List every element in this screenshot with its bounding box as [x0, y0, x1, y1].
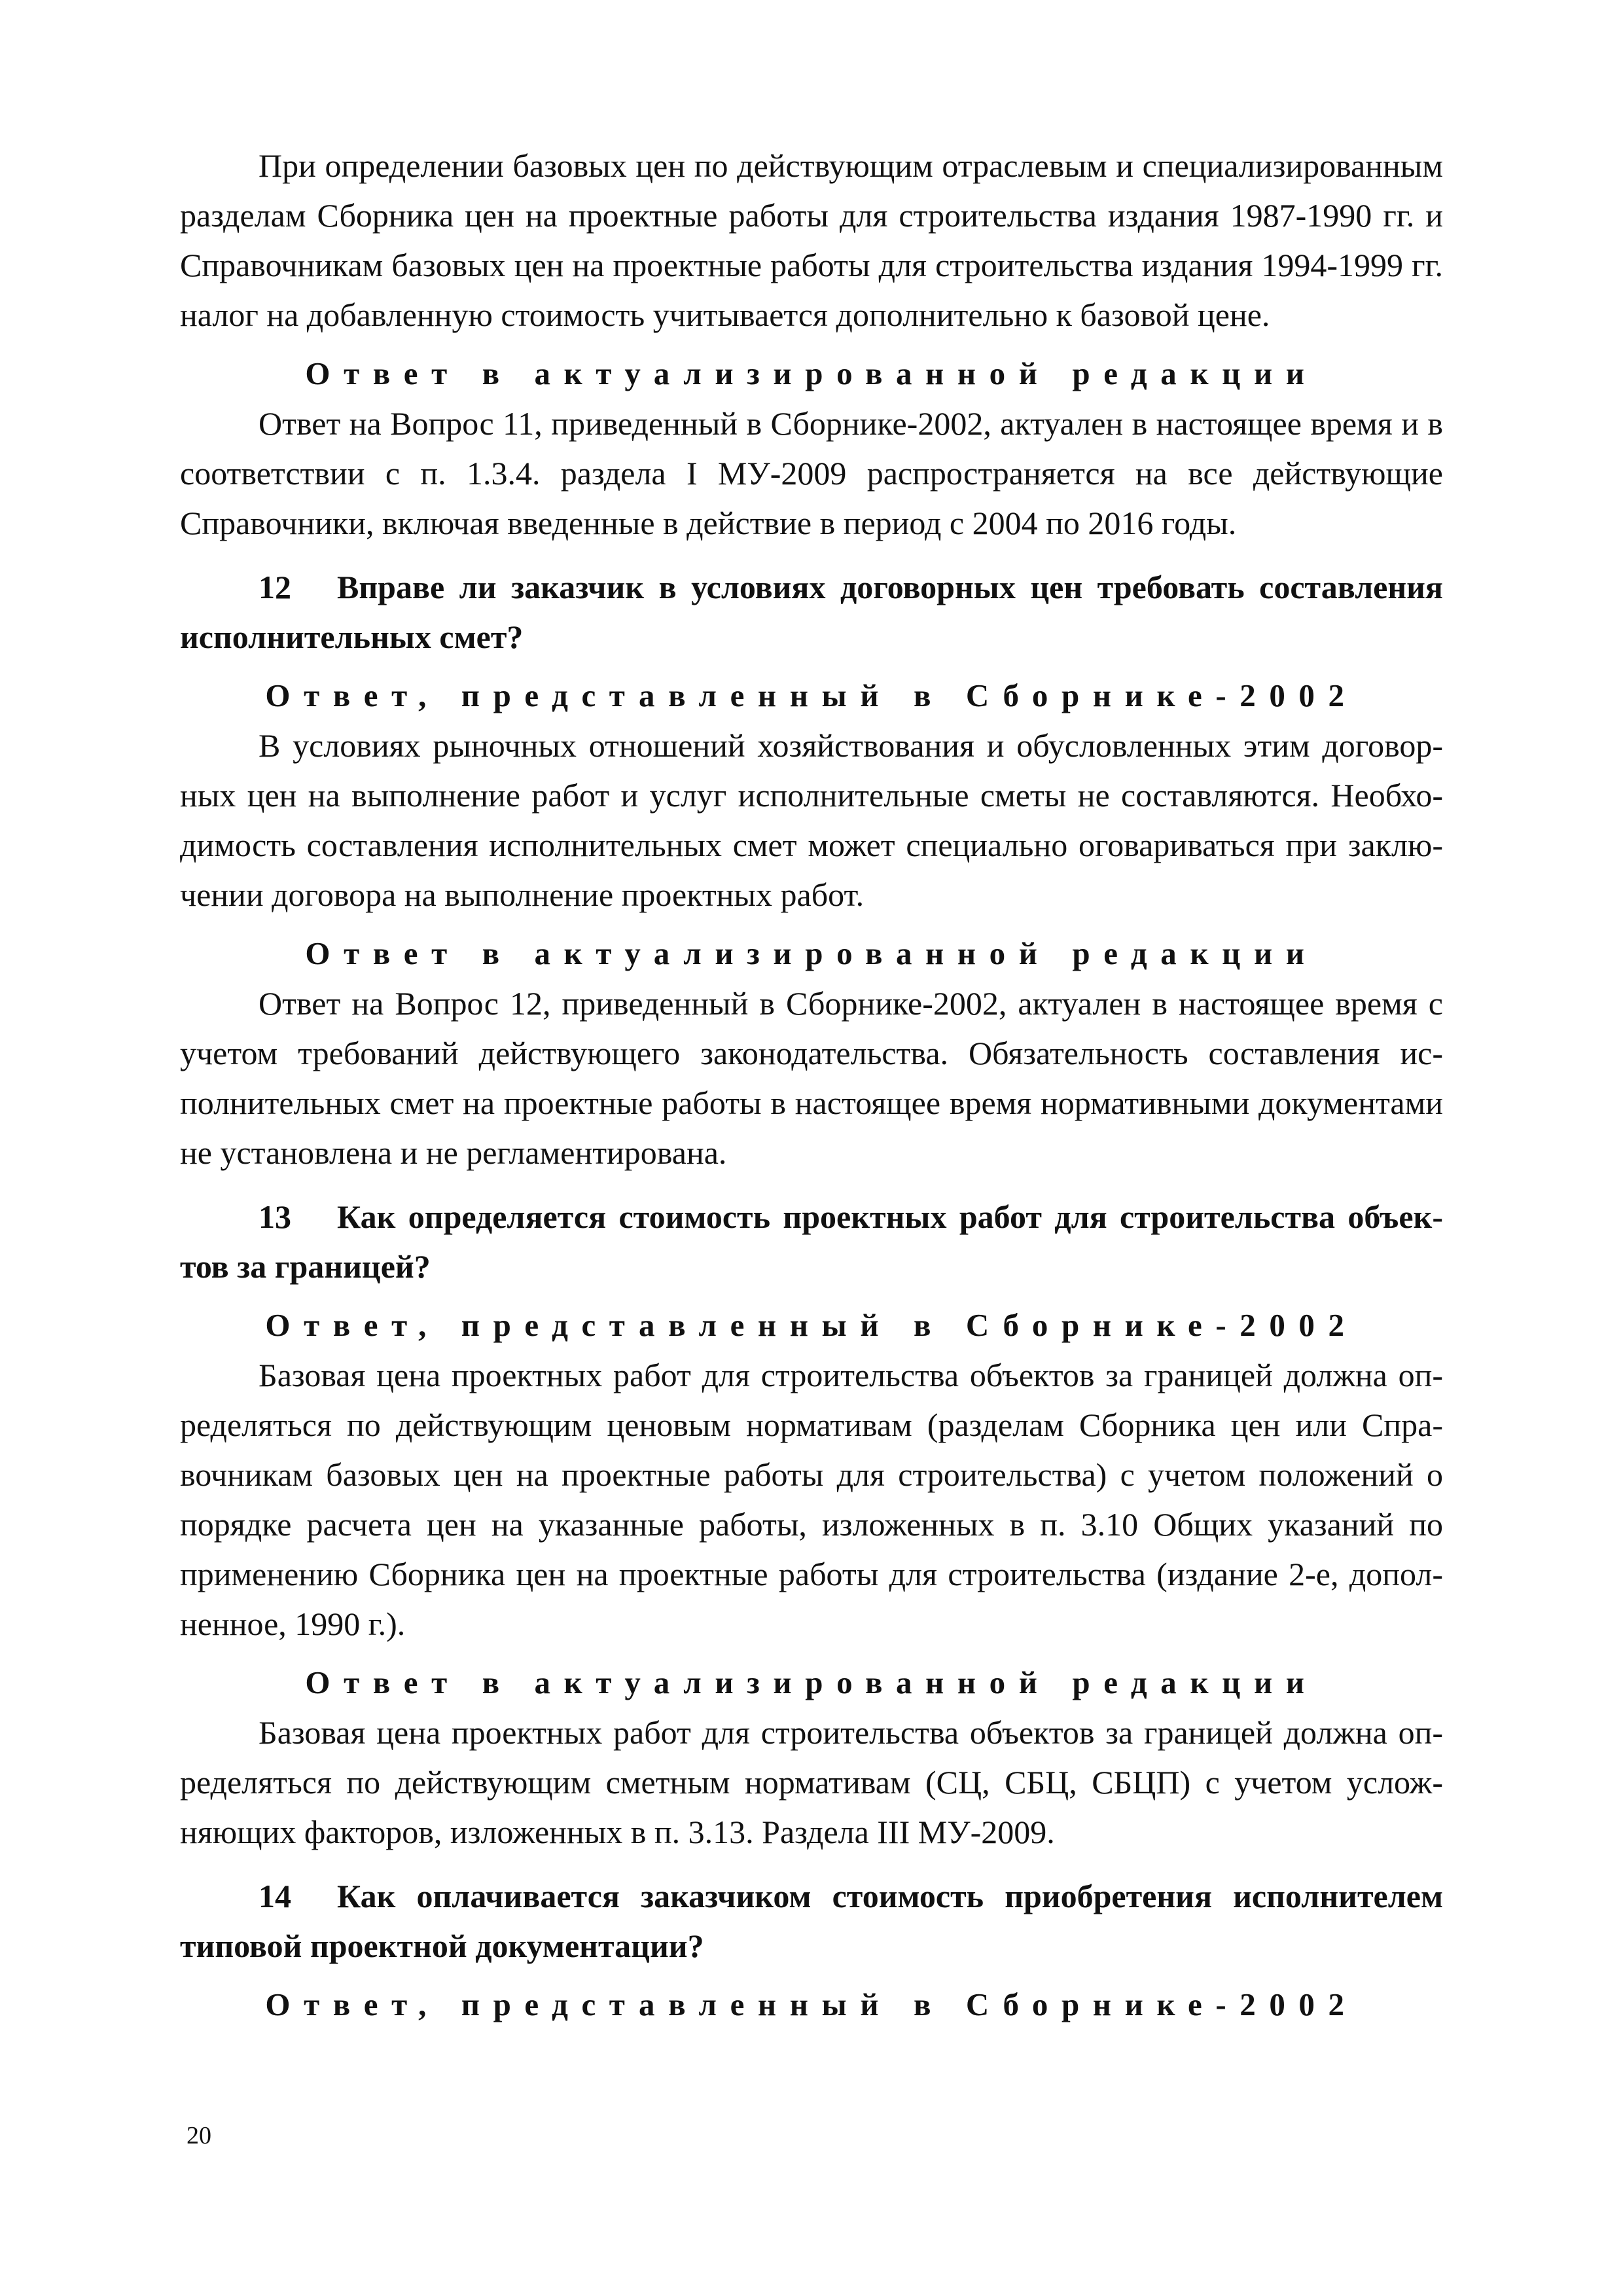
question-number: 12: [259, 569, 291, 605]
question-number: 13: [259, 1198, 291, 1235]
paragraph-answer-12-updated: Ответ на Вопрос 12, приведенный в Сборнике-2002, актуален в настоящее время с учетом требований действующего законодательства. Обязательность составления исполнительных смет на проектные работы в настоящее время нормативными документами не установлена и не регламентирована.: [180, 985, 1443, 1171]
section-heading-updated-answer: Ответ в актуализированной редакции: [305, 355, 1318, 391]
question-number: 14: [259, 1878, 291, 1914]
paragraph-answer-13-updated: Базовая цена проектных работ для строительства объектов за границей должна определяться по действующим сметным нормативам (СЦ, СБЦ, СБЦП) с учетом усложняющих факторов, изложенных в п. 3.13. Раздела III МУ-2009.: [180, 1714, 1443, 1850]
paragraph-answer-13-collection: Базовая цена проектных работ для строительства объектов за границей должна определяться по действующим ценовым нормативам (разделам Сборника цен или Справочникам базовых цен на проектные работы для строительства) с учетом положений о порядке расчета цен на указанные работы, изложенных в п. 3.10 Общих указаний по применению Сборника цен на проектные работы для строительства (издание 2-е, дополненное, 1990 г.).: [180, 1357, 1443, 1642]
question-text: Как оплачивается заказчиком стоимость приобретения исполнителем типовой проектной документации?: [180, 1878, 1443, 1964]
question-12: [180, 562, 1443, 662]
question-14: [180, 1871, 1443, 1971]
document-page: [180, 141, 1443, 2235]
paragraph-vat: При определении базовых цен по действующим отраслевым и специализированным разделам Сборника цен на проектные работы для строительства издания 1987-1990 гг. и Справочникам базовых цен на проектные работы для строительства издания 1994-1999 гг. налог на добавленную стоимость учитывается дополнительно к базовой цене.: [180, 147, 1443, 333]
page-number: 20: [187, 2122, 211, 2149]
section-heading-collection-answer: Ответ, представленный в Сборнике-2002: [265, 1986, 1358, 2022]
paragraph-answer-11-updated: Ответ на Вопрос 11, приведенный в Сборнике-2002, актуален в настоящее время и в соответствии с п. 1.3.4. раздела I МУ-2009 распространяется на все действующие Справочники, включая введенные в действие в период с 2004 по 2016 годы.: [180, 405, 1443, 541]
question-text: Как определяется стоимость проектных работ для строительства объектов за границей?: [180, 1198, 1443, 1285]
question-text: Вправе ли заказчик в условиях договорных цен требовать составления исполнительных смет?: [180, 569, 1443, 655]
paragraph-answer-12-collection: В условиях рыночных отношений хозяйствования и обусловленных этим договорных цен на выполнение работ и услуг исполнительные сметы не составляются. Необходимость составления исполнительных смет может специально оговариваться при заключении договора на выполнение проектных работ.: [180, 727, 1443, 913]
section-heading-updated-answer: Ответ в актуализированной редакции: [305, 935, 1318, 971]
question-13: [180, 1192, 1443, 1291]
section-heading-updated-answer: Ответ в актуализированной редакции: [305, 1664, 1318, 1700]
section-heading-collection-answer: Ответ, представленный в Сборнике-2002: [265, 677, 1358, 713]
section-heading-collection-answer: Ответ, представленный в Сборнике-2002: [265, 1307, 1358, 1343]
